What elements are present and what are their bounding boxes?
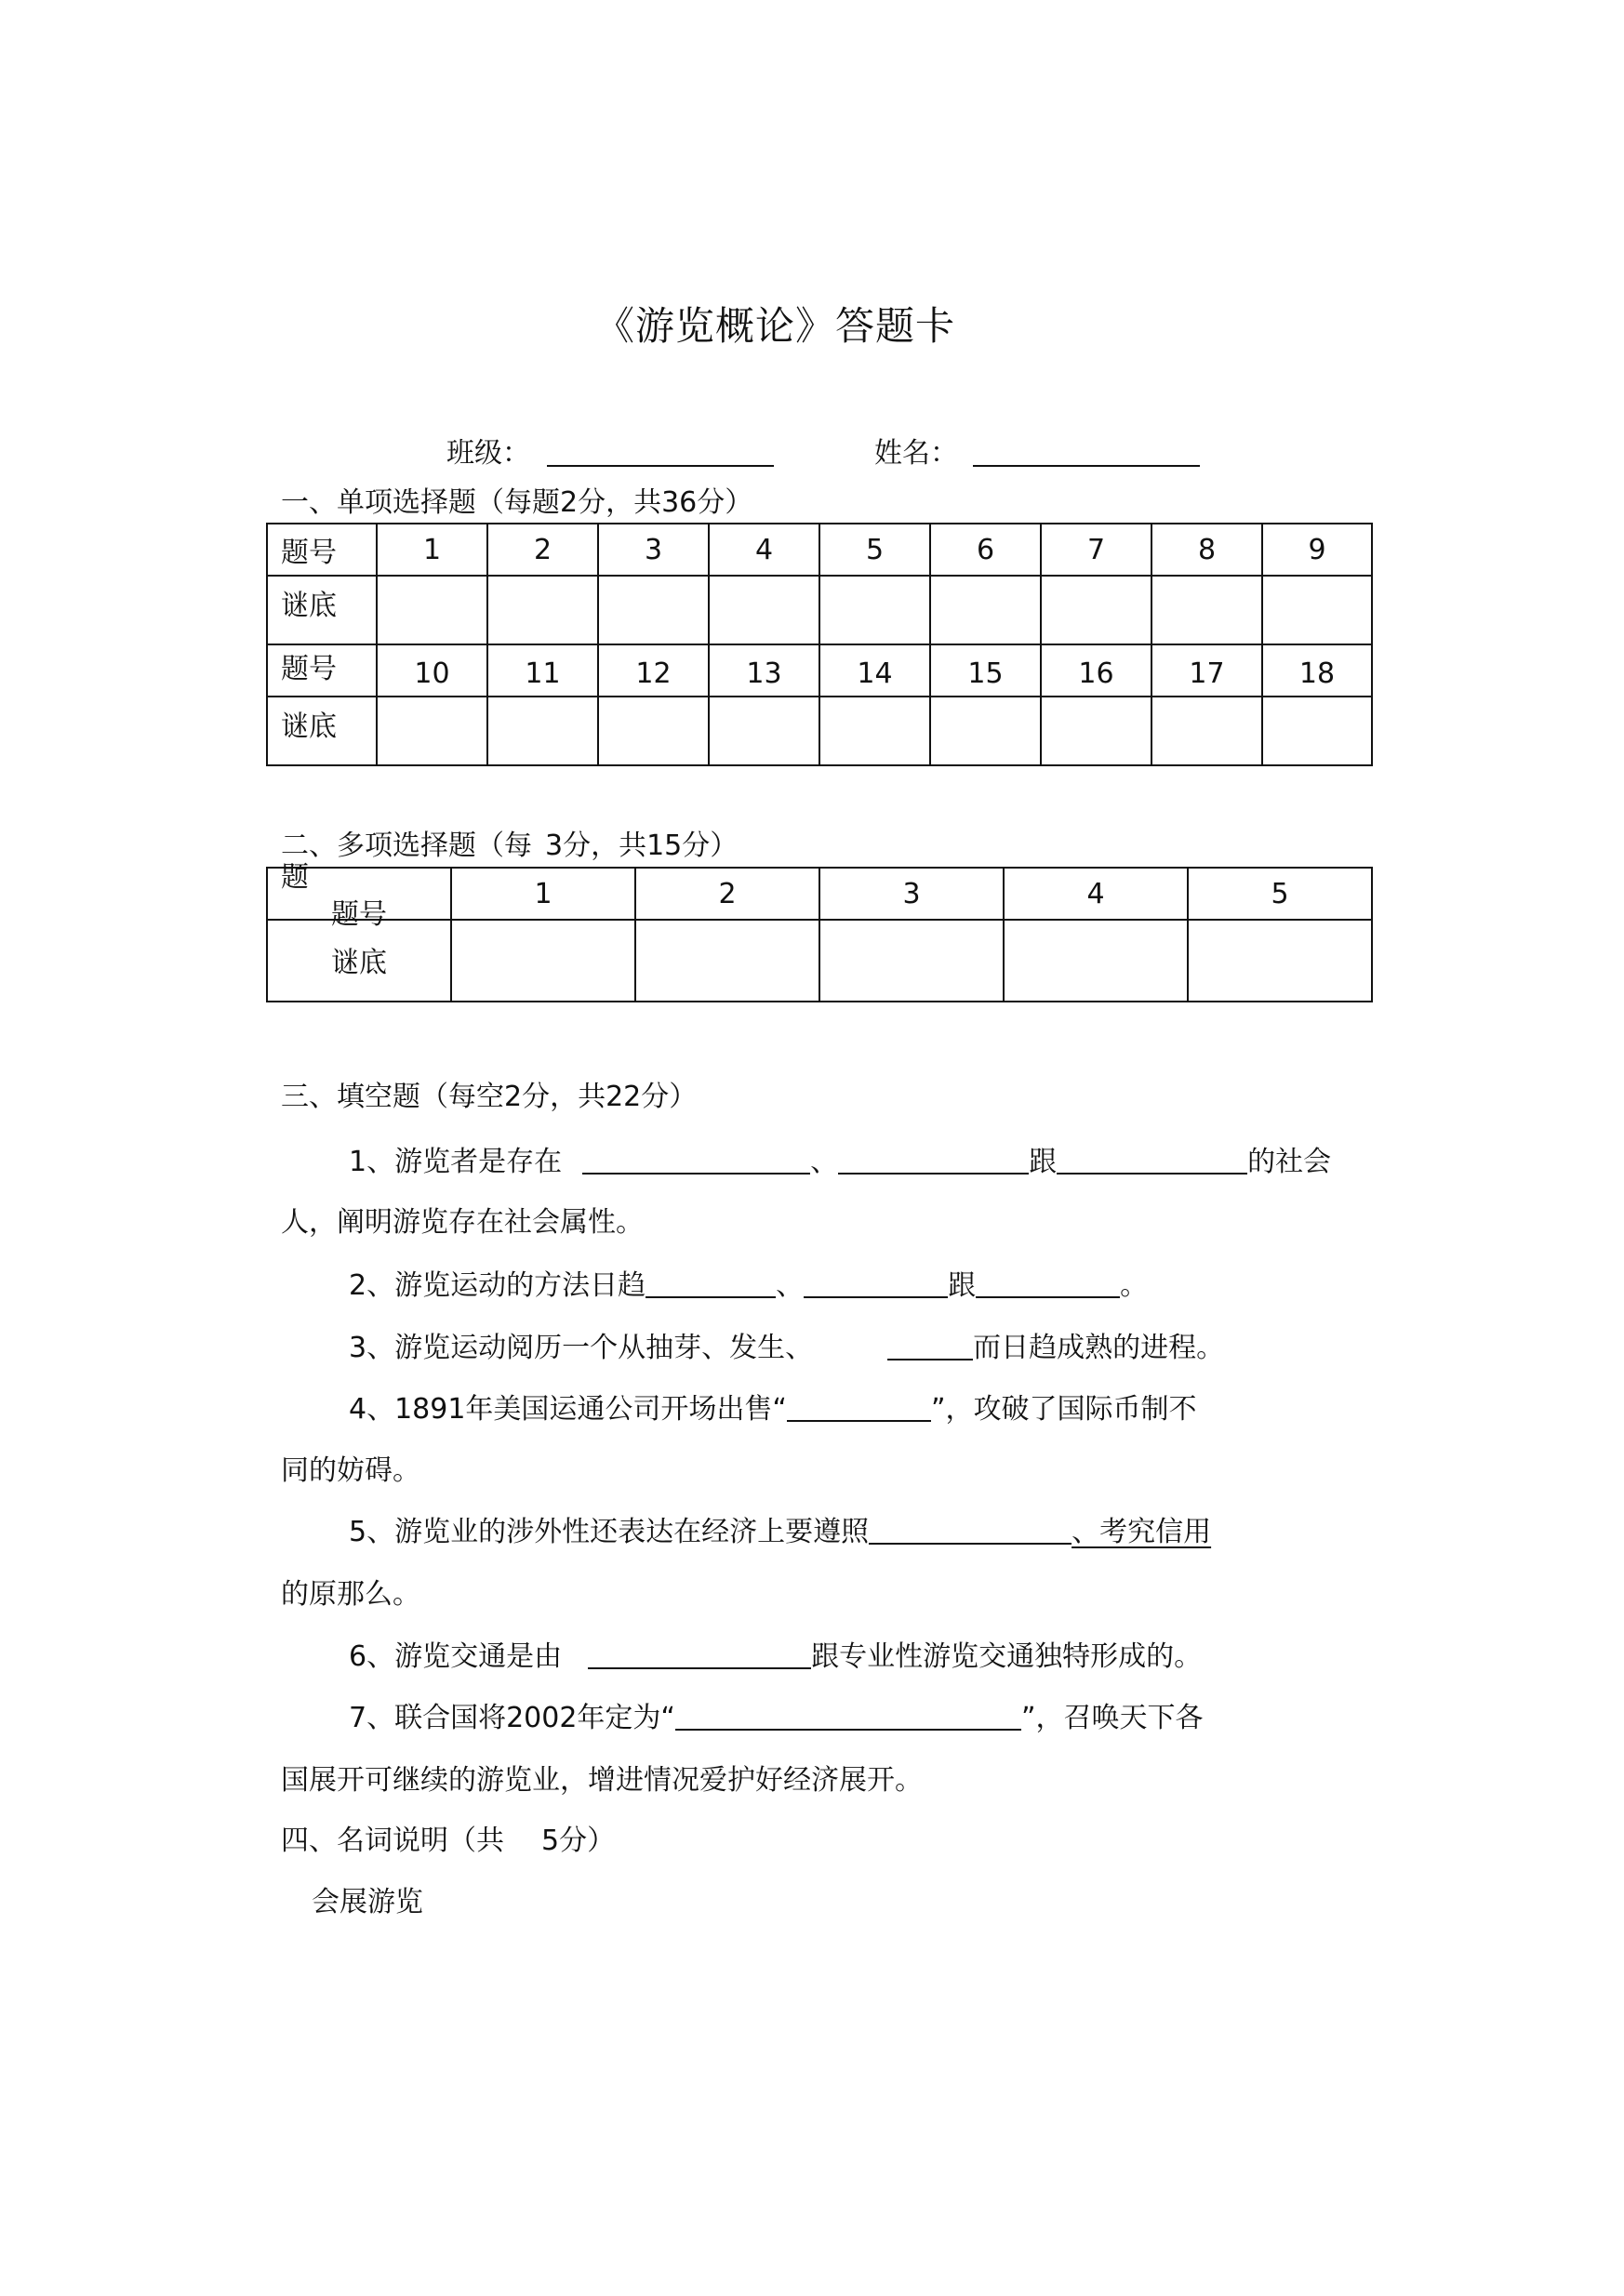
answer-cell[interactable] [487, 697, 598, 765]
question-number: 2 [635, 868, 819, 920]
q2-sep1: 、 [776, 1269, 805, 1302]
section2-heading-text: 二、多项选择题（每 [281, 829, 532, 862]
answer-cell[interactable] [1262, 697, 1372, 765]
section4-heading [281, 1817, 615, 1858]
blank[interactable] [869, 1519, 1072, 1545]
answer-cell[interactable] [1151, 576, 1262, 644]
answer-cell[interactable] [1004, 920, 1188, 1002]
name-field[interactable] [973, 465, 1200, 467]
answer-cell[interactable] [819, 576, 930, 644]
q1-sep2: 跟 [1029, 1146, 1058, 1178]
fill-question-7-cont: 国展开可继续的游览业，增进情况爱护好经济展开。 [281, 1764, 923, 1797]
blank[interactable] [646, 1272, 776, 1298]
question-number-label: 题号 [267, 524, 377, 576]
page-title: 《游览概论》答题卡 [595, 303, 956, 349]
q4-text: 4、1891年美国运通公司开场出售“ [349, 1393, 787, 1426]
section2-heading [281, 822, 738, 863]
q1-tail: 的社会 [1247, 1146, 1332, 1178]
question-number: 9 [1262, 524, 1372, 576]
q5-tail: 、考究信用 [1072, 1516, 1212, 1548]
answer-cell[interactable] [487, 576, 598, 644]
section2-heading-tail: 3分，共15分） [545, 829, 739, 862]
answer-cell[interactable] [709, 576, 819, 644]
fill-question-5-cont: 的原那么。 [281, 1578, 420, 1611]
blank[interactable] [804, 1272, 948, 1298]
answer-cell[interactable] [635, 920, 819, 1002]
fill-question-7 [349, 1694, 1204, 1735]
name-label: 姓名： [874, 437, 958, 470]
class-field[interactable] [547, 465, 774, 467]
question-number: 7 [1041, 524, 1151, 576]
term-to-define: 会展游览 [312, 1886, 423, 1918]
question-number: 6 [930, 524, 1041, 576]
question-number: 17 [1151, 644, 1262, 697]
section2-heading-wrap: 题 [281, 861, 309, 894]
question-number: 1 [377, 524, 487, 576]
answer-cell[interactable] [930, 576, 1041, 644]
fill-question-6 [349, 1633, 1202, 1674]
blank[interactable] [787, 1396, 931, 1422]
answer-cell[interactable] [451, 920, 635, 1002]
answer-cell[interactable] [819, 920, 1004, 1002]
answer-cell[interactable] [1041, 576, 1151, 644]
question-number: 10 [377, 644, 487, 697]
fill-question-1-cont: 人，阐明游览存在社会属性。 [281, 1206, 644, 1239]
question-number: 16 [1041, 644, 1151, 697]
question-number: 5 [819, 524, 930, 576]
answer-cell[interactable] [1262, 576, 1372, 644]
fill-question-4-cont: 同的妨碍。 [281, 1454, 420, 1487]
fill-question-1 [349, 1138, 1331, 1179]
question-number: 2 [487, 524, 598, 576]
question-number: 3 [598, 524, 709, 576]
answer-cell[interactable] [598, 697, 709, 765]
q2-sep2: 跟 [948, 1269, 977, 1302]
question-number: 13 [709, 644, 819, 697]
blank[interactable] [675, 1705, 1021, 1731]
question-number: 8 [1151, 524, 1262, 576]
question-number: 12 [598, 644, 709, 697]
blank[interactable] [1057, 1148, 1247, 1175]
fill-question-2 [349, 1262, 1148, 1303]
q7-text: 7、联合国将2002年定为“ [349, 1702, 675, 1734]
q6-text: 6、游览交通是由 [349, 1640, 563, 1673]
q3-text: 3、游览运动阅历一个从抽芽、发生、 [349, 1332, 814, 1364]
question-number: 1 [451, 868, 635, 920]
fill-question-3 [349, 1324, 1224, 1365]
q7-tail: ”，召唤天下各 [1020, 1702, 1204, 1734]
question-number: 18 [1262, 644, 1372, 697]
answer-label: 谜底 [267, 576, 377, 644]
fill-question-5 [349, 1508, 1211, 1549]
single-choice-table [266, 523, 1373, 766]
q3-tail: 而日趋成熟的进程。 [973, 1332, 1225, 1364]
section1-heading: 一、单项选择题（每题2分，共36分） [281, 486, 753, 519]
blank[interactable] [588, 1643, 811, 1669]
q6-tail: 跟专业性游览交通独特形成的。 [811, 1640, 1203, 1673]
question-number: 4 [1004, 868, 1188, 920]
fill-question-4 [349, 1386, 1197, 1427]
q2-end: 。 [1120, 1269, 1149, 1302]
section4-heading-text: 四、名词说明（共 [281, 1825, 504, 1857]
answer-cell[interactable] [598, 576, 709, 644]
answer-label: 谜底 [267, 920, 451, 1002]
question-number: 15 [930, 644, 1041, 697]
multi-choice-table [266, 867, 1373, 1002]
answer-cell[interactable] [1151, 697, 1262, 765]
answer-label: 谜底 [267, 697, 377, 765]
class-label: 班级： [446, 437, 530, 470]
question-number: 4 [709, 524, 819, 576]
answer-cell[interactable] [930, 697, 1041, 765]
section4-heading-tail: 5分） [541, 1825, 616, 1857]
q2-text: 2、游览运动的方法日趋 [349, 1269, 646, 1302]
blank[interactable] [838, 1148, 1029, 1175]
answer-cell[interactable] [1188, 920, 1372, 1002]
answer-cell[interactable] [819, 697, 930, 765]
blank[interactable] [582, 1148, 810, 1175]
question-number: 5 [1188, 868, 1372, 920]
q5-text: 5、游览业的涉外性还表达在经济上要遵照 [349, 1516, 870, 1548]
question-number-label: 题号 [267, 644, 377, 697]
question-number-label: 题号 [267, 881, 451, 933]
answer-cell[interactable] [1041, 697, 1151, 765]
question-number: 11 [487, 644, 598, 697]
q1-sep1: 、 [810, 1146, 839, 1178]
blank[interactable] [976, 1272, 1120, 1298]
q1-text: 1、游览者是存在 [349, 1146, 563, 1178]
question-number: 14 [819, 644, 930, 697]
q4-tail: ”，攻破了国际币制不 [930, 1393, 1197, 1426]
question-number: 3 [819, 868, 1004, 920]
blank[interactable] [887, 1334, 973, 1360]
answer-cell[interactable] [377, 576, 487, 644]
answer-cell[interactable] [377, 697, 487, 765]
section3-heading: 三、填空题（每空2分，共22分） [281, 1081, 698, 1113]
answer-cell[interactable] [709, 697, 819, 765]
